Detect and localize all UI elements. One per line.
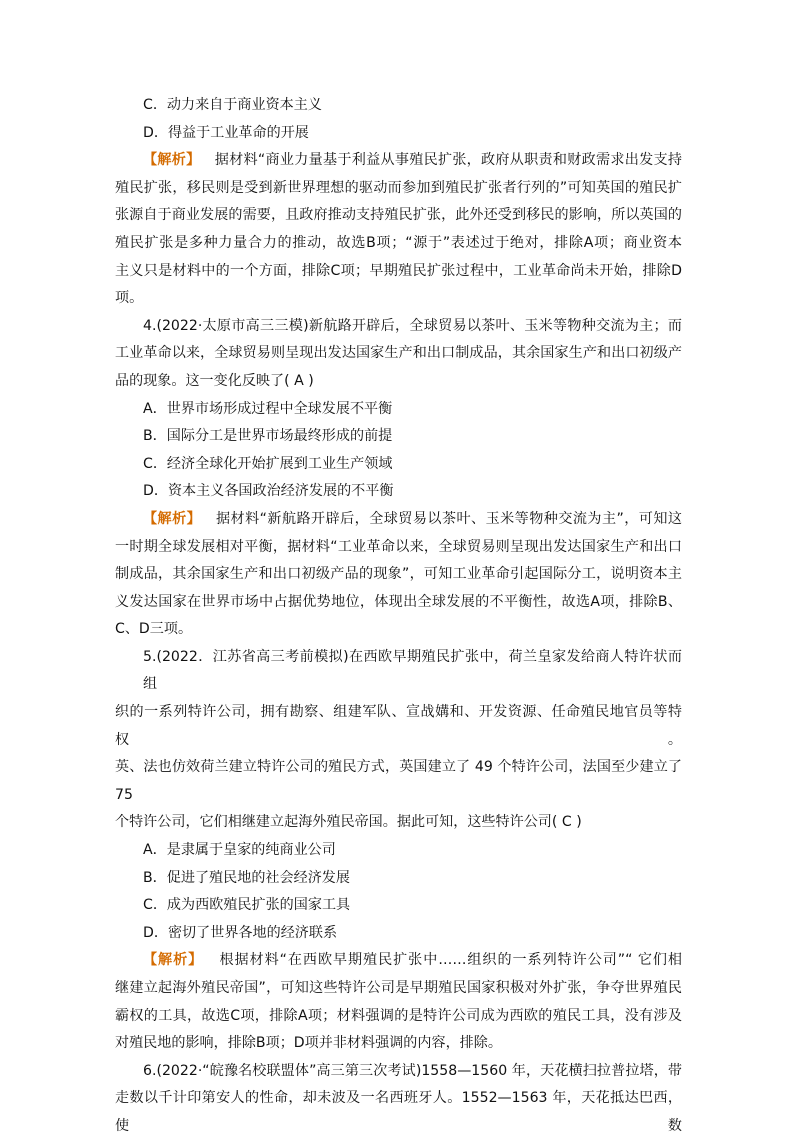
q3-option-c: C．动力来自于商业资本主义 [143, 97, 322, 113]
q3-analysis-line-5: 主义只是材料中的一个方面，排除C项；早期殖民扩张过程中，工业革命尚未开始，排除D [115, 262, 682, 279]
q6-stem-line-2: 走数以千计印第安人的性命，却未波及一名西班牙人。1552—1563 年，天花抵达巴西，使数 [115, 1090, 682, 1134]
analysis-tag: 【解析】 [143, 952, 204, 969]
q5-analysis-line-3: 霸权的工具，故选C项，排除A项；材料强调的是特许公司成为西欧的殖民工具，没有涉及 [115, 1007, 682, 1024]
q4-analysis-line-2: 一时期全球发展相对平衡，据材料“工业革命以来，全球贸易则呈现出发达国家生产和出口 [115, 538, 682, 555]
document-page [115, 92, 682, 1141]
q3-analysis-line-6: 项。 [115, 290, 144, 307]
q4-analysis-line-5: C、D三项。 [115, 621, 193, 638]
q3-option-d: D．得益于工业革命的开展 [143, 124, 309, 141]
q5-option-a: A．是隶属于皇家的纯商业公司 [143, 842, 336, 859]
q4-option-c: C．经济全球化开始扩展到工业生产领域 [143, 455, 393, 472]
q6-stem-line-1: 6.(2022·“皖豫名校联盟体”高三第三次考试)1558—1560 年，天花横扫拉普拉塔，带 [143, 1062, 682, 1079]
q3-analysis-line-3: 张源自于商业发展的需要，且政府推动支持殖民扩张，此外还受到移民的影响，所以英国的 [115, 207, 682, 224]
q3-analysis-text-1: 据材料“商业力量基于利益从事殖民扩张，政府从职责和财政需求出发支持 [214, 152, 682, 169]
q4-stem-line-3: 品的现象。这一变化反映了( A ) [115, 372, 314, 389]
q5-analysis-line-4: 对殖民地的影响，排除B项；D项并非材料强调的内容，排除。 [115, 1035, 502, 1052]
q5-stem-line-4: 个特许公司，它们相继建立起海外殖民帝国。据此可知，这些特许公司( C ) [115, 814, 582, 831]
q4-stem-line-2: 工业革命以来，全球贸易则呈现出发达国家生产和出口制成品，其余国家生产和出口初级产 [115, 345, 682, 362]
q5-stem-line-3: 英、法也仿效荷兰建立特许公司的殖民方式，英国建立了 49 个特许公司，法国至少建立了 75 [115, 759, 682, 803]
analysis-tag: 【解析】 [143, 152, 201, 169]
q4-stem-line-1: 4.(2022·太原市高三三模)新航路开辟后，全球贸易以茶叶、玉米等物种交流为主；而 [143, 317, 682, 334]
q3-analysis-line-1 [115, 147, 682, 175]
q5-analysis-text-1: 根据材料“在西欧早期殖民扩张中……组织的一系列特许公司”“ 它们相 [219, 952, 682, 969]
q4-analysis-line-4: 义发达国家在世界市场中占据优势地位，体现出全球发展的不平衡性，故选A项，排除B、 [115, 593, 682, 610]
q4-analysis-line-3: 制成品，其余国家生产和出口初级产品的现象”，可知工业革命引起国际分工，说明资本主 [115, 566, 682, 583]
q4-analysis-text-1: 据材料“新航路开辟后，全球贸易以茶叶、玉米等物种交流为主”，可知这 [216, 510, 682, 527]
q5-analysis-line-2: 继建立起海外殖民帝国”，可知这些特许公司是早期殖民国家积极对外扩张，争夺世界殖民 [115, 980, 682, 996]
q5-option-b: B．促进了殖民地的社会经济发展 [143, 869, 350, 886]
q4-option-a: A．世界市场形成过程中全球发展不平衡 [143, 400, 393, 417]
analysis-tag: 【解析】 [143, 510, 202, 527]
q5-option-d: D．密切了世界各地的经济联系 [143, 924, 338, 941]
q3-analysis-line-2: 殖民扩张，移民则是受到新世界理想的驱动而参加到殖民扩张者行列的”可知英国的殖民扩 [115, 179, 682, 196]
q4-option-d: D．资本主义各国政治经济发展的不平衡 [143, 483, 394, 500]
q4-analysis-line-1 [115, 506, 682, 534]
q5-option-c: C．成为西欧殖民扩张的国家工具 [143, 897, 351, 914]
q5-stem-line-2: 织的一系列特许公司，拥有勘察、组建军队、宣战媾和、开发资源、任命殖民地官员等特权。 [115, 704, 682, 748]
q3-analysis-line-4: 殖民扩张是多种力量合力的推动，故选B项；“源于”表述过于绝对，排除A项；商业资本 [115, 234, 682, 251]
q5-analysis-line-1 [115, 947, 682, 975]
q5-stem-line-1: 5.(2022．江苏省高三考前模拟)在西欧早期殖民扩张中，荷兰皇家发给商人特许状而组 [143, 648, 682, 693]
q4-option-b: B．国际分工是世界市场最终形成的前提 [143, 428, 393, 445]
